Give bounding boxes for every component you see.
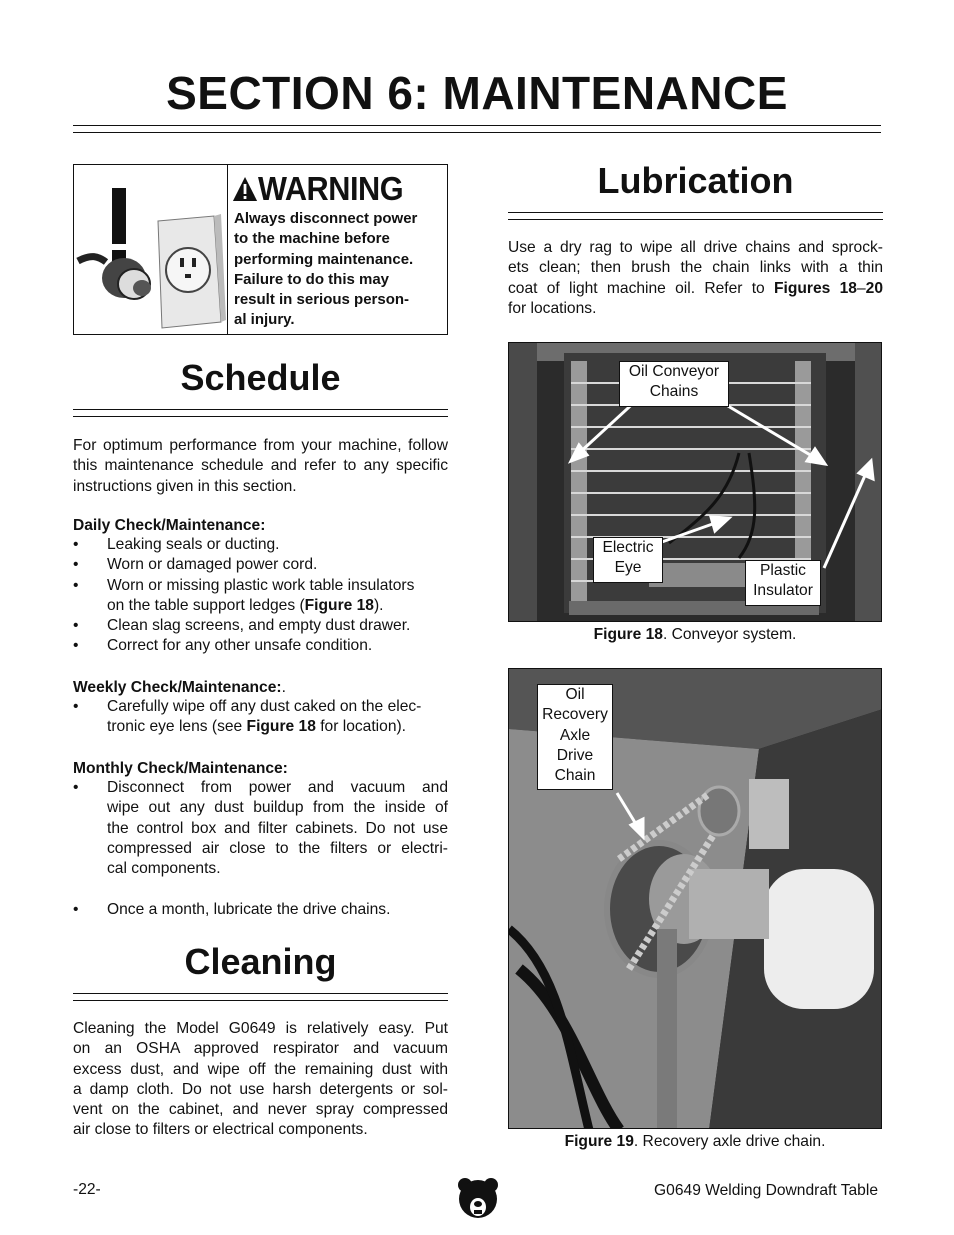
list-item: • Worn or missing plastic work table insulators on the table support ledges (Figure 18). <box>73 576 415 614</box>
list-item: • Clean slag screens, and empty dust drawer. <box>73 617 411 635</box>
schedule-intro: For optimum performance from your machine, follow this maintenance schedule and refer to any specific instructions given in this section. <box>73 437 448 495</box>
list-item: • Carefully wipe off any dust caked on the elec- tronic eye lens (see Figure 18 for location). <box>73 698 422 736</box>
list-item: • Worn or damaged power cord. <box>73 556 318 574</box>
cleaning-text: Cleaning the Model G0649 is relatively easy. Put on an OSHA approved respirator and vacuum excess dust, and wipe off the remaining dust with a damp cloth. Do not use harsh detergents or sol- vent on the cabinet, and never spray compressed air close to filters or electrical components. <box>73 1020 448 1139</box>
callout-electric-eye: Electric Eye <box>593 537 663 583</box>
schedule-heading: Schedule <box>180 357 341 398</box>
warning-line: to the machine before <box>234 230 390 248</box>
figure-18-caption: Figure 18. Conveyor system. <box>593 626 797 643</box>
warning-triangle-icon <box>232 176 258 202</box>
page-title: SECTION 6: MAINTENANCE <box>166 67 788 119</box>
bear-head-logo <box>457 1177 499 1221</box>
list-item: • Leaking seals or ducting. <box>73 536 280 553</box>
callout-oil-conveyor-chains: Oil Conveyor Chains <box>619 361 729 407</box>
warning-line: result in serious person- <box>234 291 410 309</box>
warning-line: Always disconnect power <box>234 210 418 227</box>
callout-plastic-insulator: Plastic Insulator <box>745 560 821 606</box>
footer-title: G0649 Welding Downdraft Table <box>654 1182 878 1199</box>
schedule-rule <box>73 409 448 417</box>
warning-text <box>234 209 440 331</box>
list-item: • Disconnect from power and vacuum and wipe out any dust buildup from the inside of the control box and filter cabinets. Do not use compressed air close to the filters or electri- cal components. <box>73 779 448 878</box>
callout-oil-recovery-axle-drive-chain: Oil Recovery Axle Drive Chain <box>537 684 613 790</box>
warning-title-text: WARNING <box>258 170 404 207</box>
lubrication-heading: Lubrication <box>597 160 794 201</box>
page-number: -22- <box>73 1181 101 1198</box>
warning-title <box>232 170 403 208</box>
warning-line: Failure to do this may <box>234 270 390 288</box>
daily-label: Daily Check/Maintenance: <box>73 517 266 534</box>
lubrication-text: Use a dry rag to wipe all drive chains and sprock- ets clean; then brush the chain links with a thin coat of light machine oil. Refer to Figures 18–20 for locations. <box>508 239 884 317</box>
warning-line: al injury. <box>234 311 295 329</box>
weekly-section <box>73 679 448 738</box>
warning-line: performing maintenance. <box>234 250 414 268</box>
weekly-label: Weekly Check/Maintenance:. <box>73 679 286 696</box>
lubrication-rule <box>508 212 883 220</box>
daily-section <box>73 517 448 657</box>
cleaning-heading: Cleaning <box>184 941 337 982</box>
monthly-label: Monthly Check/Maintenance: <box>73 760 288 777</box>
list-item: • Once a month, lubricate the drive chains. <box>73 900 391 918</box>
plug-and-outlet-icon <box>76 166 226 334</box>
figure-19-caption: Figure 19. Recovery axle drive chain. <box>564 1133 826 1150</box>
monthly-section <box>73 760 448 920</box>
figure-19-photo <box>508 668 882 1129</box>
title-rule <box>73 125 881 133</box>
cleaning-rule <box>73 993 448 1001</box>
figure-18-photo <box>508 342 882 622</box>
list-item: • Correct for any other unsafe condition. <box>73 637 373 655</box>
